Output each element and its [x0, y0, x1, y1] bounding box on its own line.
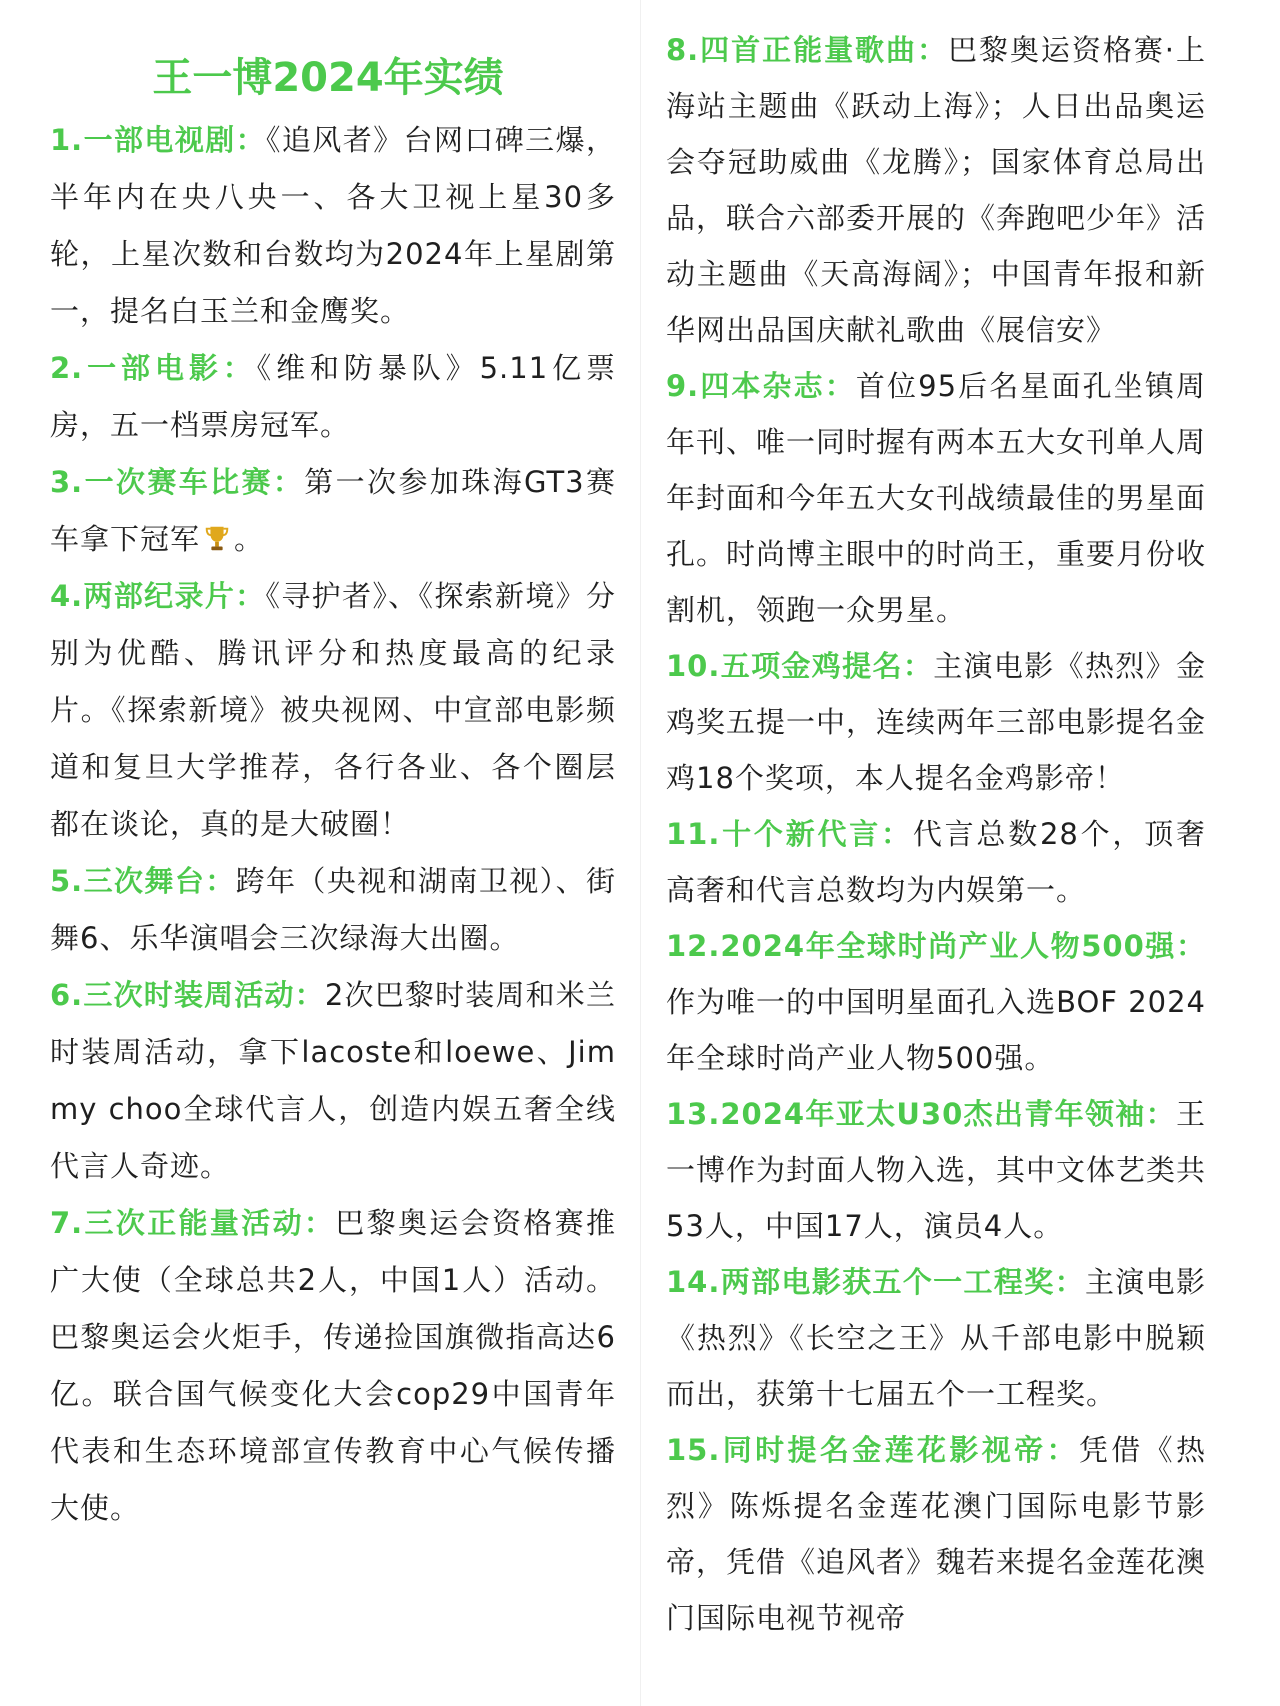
item-body: 代言总数28个，顶奢高奢和代言总数均为内娱第一。	[666, 817, 1206, 907]
item-tail: 。	[234, 522, 265, 556]
list-item	[50, 454, 616, 568]
item-heading: 4.两部纪录片：	[50, 579, 266, 613]
list-item	[50, 967, 616, 1195]
item-body: 2次巴黎时装周和米兰时装周活动，拿下lacoste和loewe、Jimmy choo全球代言人，创造内娱五奢全线代言人奇迹。	[50, 978, 616, 1183]
item-heading: 5.三次舞台：	[50, 864, 236, 898]
page-title: 王一博2024年实绩	[152, 55, 504, 101]
item-body: 作为唯一的中国明星面孔入选BOF 2024年全球时尚产业人物500强。	[666, 985, 1206, 1075]
right-column	[666, 0, 1206, 1646]
list-item	[666, 1254, 1206, 1422]
list-item	[666, 1422, 1206, 1646]
left-column	[50, 0, 616, 1537]
item-heading: 3.一次赛车比赛：	[50, 465, 305, 499]
item-heading: 14.两部电影获五个一工程奖：	[666, 1265, 1085, 1299]
list-item	[50, 1195, 616, 1537]
item-body: 王一博作为封面人物入选，其中文体艺类共53人，中国17人，演员4人。	[666, 1097, 1207, 1243]
item-body: 主演电影《热烈》金鸡奖五提一中，连续两年三部电影提名金鸡18个奖项，本人提名金鸡影帝！	[666, 649, 1207, 795]
item-heading: 10.五项金鸡提名：	[666, 649, 934, 683]
list-item	[666, 358, 1206, 638]
item-heading: 13.2024年亚太U30杰出青年领袖：	[666, 1097, 1176, 1131]
item-body: 凭借《热烈》陈烁提名金莲花澳门国际电影节影帝，凭借《追风者》魏若来提名金莲花澳门国际电视节视帝	[666, 1433, 1207, 1635]
trophy-icon	[202, 523, 232, 553]
list-item	[666, 638, 1206, 806]
item-body: 巴黎奥运会资格赛推广大使（全球总共2人，中国1人）活动。巴黎奥运会火炬手，传递捡国旗微指高达6亿。联合国气候变化大会cop29中国青年代表和生态环境部宣传教育中心气候传播大使。	[50, 1206, 616, 1525]
item-heading: 11.十个新代言：	[666, 817, 913, 851]
list-item	[50, 112, 616, 340]
item-heading: 7.三次正能量活动：	[50, 1206, 336, 1240]
list-item	[666, 22, 1206, 358]
list-item	[666, 918, 1206, 1086]
column-divider	[640, 0, 641, 1706]
item-body: 巴黎奥运资格赛·上海站主题曲《跃动上海》；人日出品奥运会夺冠助威曲《龙腾》；国家体育总局出品，联合六部委开展的《奔跑吧少年》活动主题曲《天高海阔》；中国青年报和新华网出品国庆献礼歌曲《展信安》	[666, 33, 1207, 347]
item-body: 主演电影《热烈》《长空之王》从千部电影中脱颖而出，获第十七届五个一工程奖。	[666, 1265, 1206, 1411]
item-body: 跨年（央视和湖南卫视）、街舞6、乐华演唱会三次绿海大出圈。	[50, 864, 616, 955]
item-body: 《追风者》台网口碑三爆，半年内在央八央一、各大卫视上星30多轮，上星次数和台数均为2024年上星剧第一，提名白玉兰和金鹰奖。	[50, 123, 616, 328]
item-heading: 2.一部电影：	[50, 351, 257, 385]
item-body: 《维和防暴队》5.11亿票房，五一档票房冠军。	[50, 351, 616, 442]
item-body: 首位95后名星面孔坐镇周年刊、唯一同时握有两本五大女刊单人周年封面和今年五大女刊战绩最佳的男星面孔。时尚博主眼中的时尚王，重要月份收割机，领跑一众男星。	[666, 369, 1207, 627]
list-item	[50, 340, 616, 454]
list-item	[666, 1086, 1206, 1254]
item-body: 《寻护者》、《探索新境》分别为优酷、腾讯评分和热度最高的纪录片。《探索新境》被央视网、中宣部电影频道和复旦大学推荐，各行各业、各个圈层都在谈论，真的是大破圈！	[50, 579, 616, 841]
item-heading: 8.四首正能量歌曲：	[666, 33, 948, 67]
item-heading: 12.2024年全球时尚产业人物500强：	[666, 929, 1206, 963]
list-item	[50, 568, 616, 853]
list-item	[666, 806, 1206, 918]
item-heading: 9.四本杂志：	[666, 369, 856, 403]
item-heading: 6.三次时装周活动：	[50, 978, 325, 1012]
item-heading: 1.一部电视剧：	[50, 123, 267, 157]
item-heading: 15.同时提名金莲花影视帝：	[666, 1433, 1079, 1467]
item-body: 第一次参加珠海GT3赛车拿下冠军	[50, 465, 616, 556]
list-item	[50, 853, 616, 967]
